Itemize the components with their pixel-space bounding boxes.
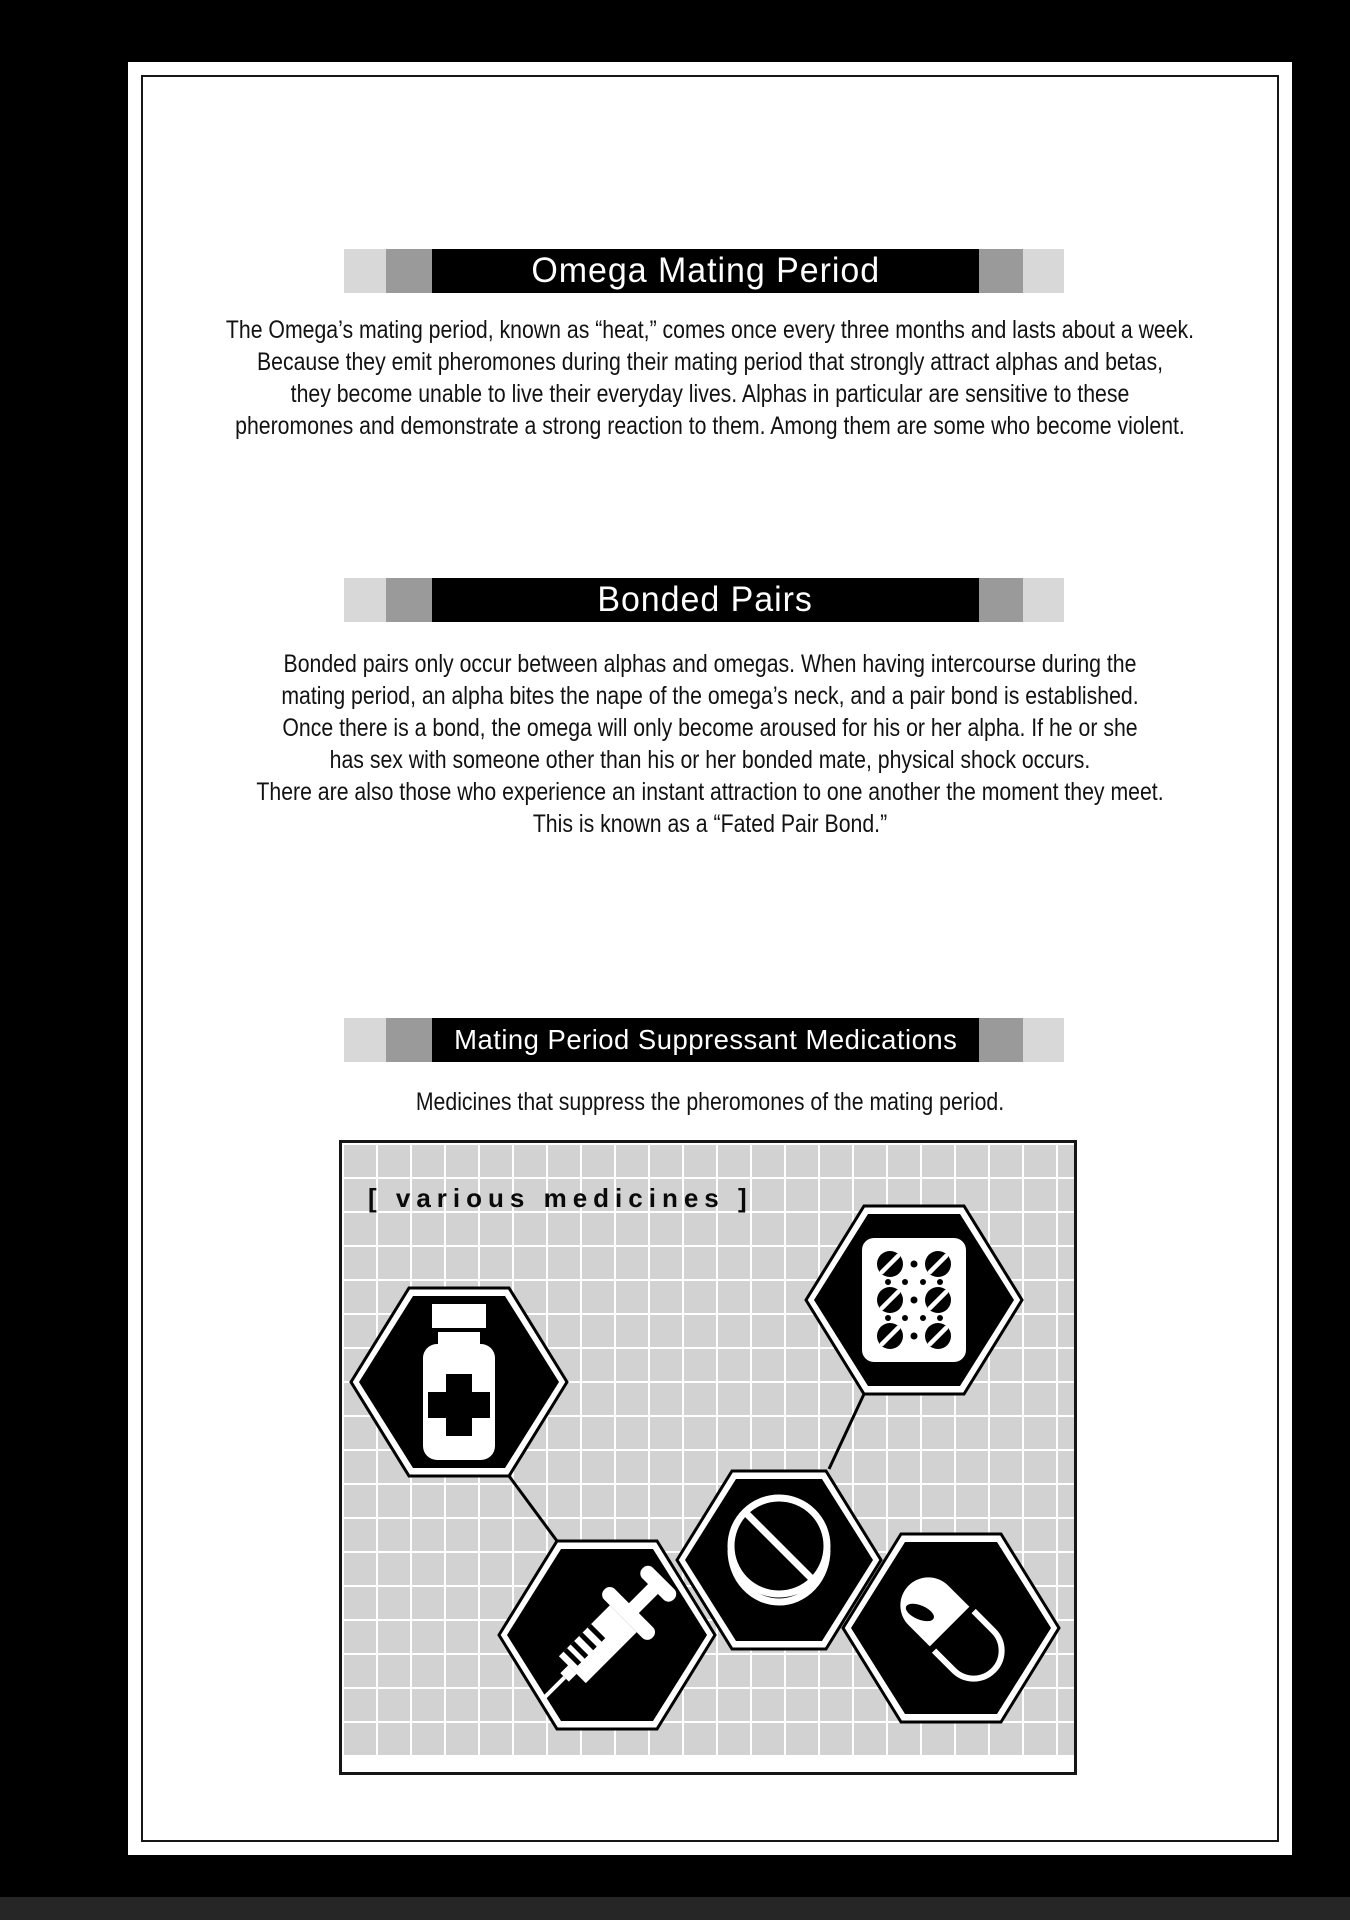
section-header-omega-mating-period [344,249,1064,293]
text-line: has sex with someone other than his or her bonded mate, physical shock occurs. [329,746,1091,774]
bar-segment-light [1023,249,1064,293]
text-line: Bonded pairs only occur between alphas and omegas. When having intercourse during the [283,650,1137,678]
figure-caption: [ various medicines ] [368,1183,753,1213]
section-title: Mating Period Suppressant Medications [453,1024,958,1055]
bar-segment-light [344,578,386,622]
bar-segment-gray [386,578,432,622]
section-header-suppressant-medications [344,1018,1064,1062]
paragraph-omega-mating-period [215,314,1204,442]
hexagon-blister-pack [806,1206,1022,1394]
bar-segment-gray [386,1018,432,1062]
bar-segment-gray [386,249,432,293]
text-line: There are also those who experience an instant attraction to one another the moment they meet. [256,778,1164,806]
text-line: Once there is a bond, the omega will only become aroused for his or her alpha. If he or she [282,714,1138,742]
text-line: they become unable to live their everyday lives. Alphas in particular are sensitive to these [290,380,1130,408]
subtitle-suppressant-medications [215,1086,1204,1118]
bar-segment-gray [979,249,1023,293]
paragraph-bonded-pairs [215,648,1204,840]
medicines-illustration [342,1143,1074,1772]
medicines-figure [339,1140,1077,1775]
bar-segment-light [1023,1018,1064,1062]
bar-segment-light [1023,578,1064,622]
blister-pack-icon [862,1238,966,1362]
medicine-bottle-icon [423,1304,495,1460]
text-line: Because they emit pheromones during their mating period that strongly attract alphas and betas, [256,348,1164,376]
text-line: The Omega’s mating period, known as “heat,” comes once every three months and lasts about a week. [225,316,1195,344]
section-header-bonded-pairs [344,578,1064,622]
scan-edge-strip [0,1897,1350,1920]
bar-segment-black [432,1018,979,1062]
bar-segment-light [344,1018,386,1062]
hexagon-medicine-bottle [351,1288,567,1476]
bar-segment-black [432,578,979,622]
section-title: Omega Mating Period [531,251,880,290]
bar-segment-gray [979,578,1023,622]
section-title: Bonded Pairs [597,580,814,619]
bar-segment-gray [979,1018,1023,1062]
text-line: Medicines that suppress the pheromones of the mating period. [415,1088,1005,1116]
hex-connector-line [829,1394,864,1469]
bar-segment-black [432,249,979,293]
hex-connector-line [509,1476,557,1541]
text-line: This is known as a “Fated Pair Bond.” [532,810,888,838]
text-line: mating period, an alpha bites the nape of the omega’s neck, and a pair bond is established. [281,682,1139,710]
bar-segment-light [344,249,386,293]
document-page [128,62,1292,1855]
text-line: pheromones and demonstrate a strong reaction to them. Among them are some who become violent. [235,412,1185,440]
